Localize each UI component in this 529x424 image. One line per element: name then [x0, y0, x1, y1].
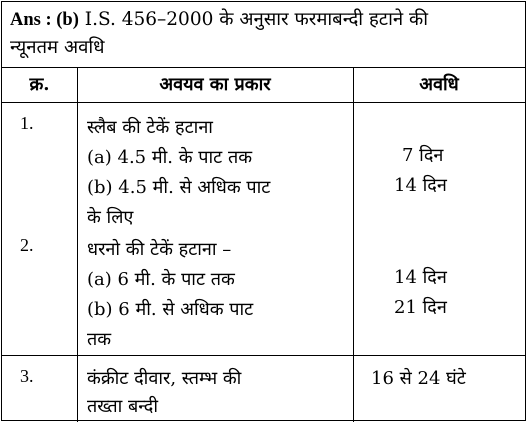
- row3-item-line2: तख्ता बन्दी: [87, 396, 159, 417]
- answer-table-frame: [1, 1, 526, 421]
- row2-sub-a-period: 14 दिन: [394, 267, 447, 288]
- row2-sub-a: (a) 6 मी. के पाट तक: [87, 269, 235, 290]
- row1-sub-b-period: 14 दिन: [394, 175, 447, 196]
- answer-text-line2: न्यूनतम अवधि: [10, 37, 105, 58]
- row2-sub-b-line1: (b) 6 मी. से अधिक पाट: [87, 299, 254, 320]
- column-divider-2: [353, 68, 354, 422]
- row1-sub-a: (a) 4.5 मी. के पाट तक: [87, 147, 253, 168]
- answer-text-line1: I.S. 456–2000 के अनुसार फरमाबन्दी हटाने की: [84, 9, 429, 30]
- row2-sub-b-period: 21 दिन: [394, 297, 447, 318]
- row1-serial: 1.: [20, 113, 34, 133]
- answer-heading: [2, 2, 525, 68]
- row2-item: धरनो की टेकें हटाना –: [87, 239, 232, 260]
- row2-serial: 2.: [20, 235, 34, 255]
- row1-sub-a-period: 7 दिन: [402, 145, 444, 166]
- header-period: अवधि: [419, 74, 459, 95]
- header-component-type: अवयव का प्रकार: [159, 74, 271, 95]
- header-serial: क्र.: [29, 74, 50, 95]
- row3-serial: 3.: [20, 366, 34, 386]
- row3-period: 16 से 24 घंटे: [371, 368, 466, 389]
- row1-item: स्लैब की टेकें हटाना: [87, 117, 213, 138]
- row2-sub-b-line2: तक: [87, 329, 112, 350]
- row3-item-line1: कंक्रीट दीवार, स्तम्भ की: [87, 368, 242, 389]
- row-divider: [2, 355, 525, 356]
- row1-sub-b-line1: (b) 4.5 मी. से अधिक पाट: [87, 177, 271, 198]
- row1-sub-b-line2: के लिए: [87, 207, 134, 228]
- answer-prefix: Ans : (b): [10, 10, 79, 30]
- column-divider-1: [77, 68, 78, 422]
